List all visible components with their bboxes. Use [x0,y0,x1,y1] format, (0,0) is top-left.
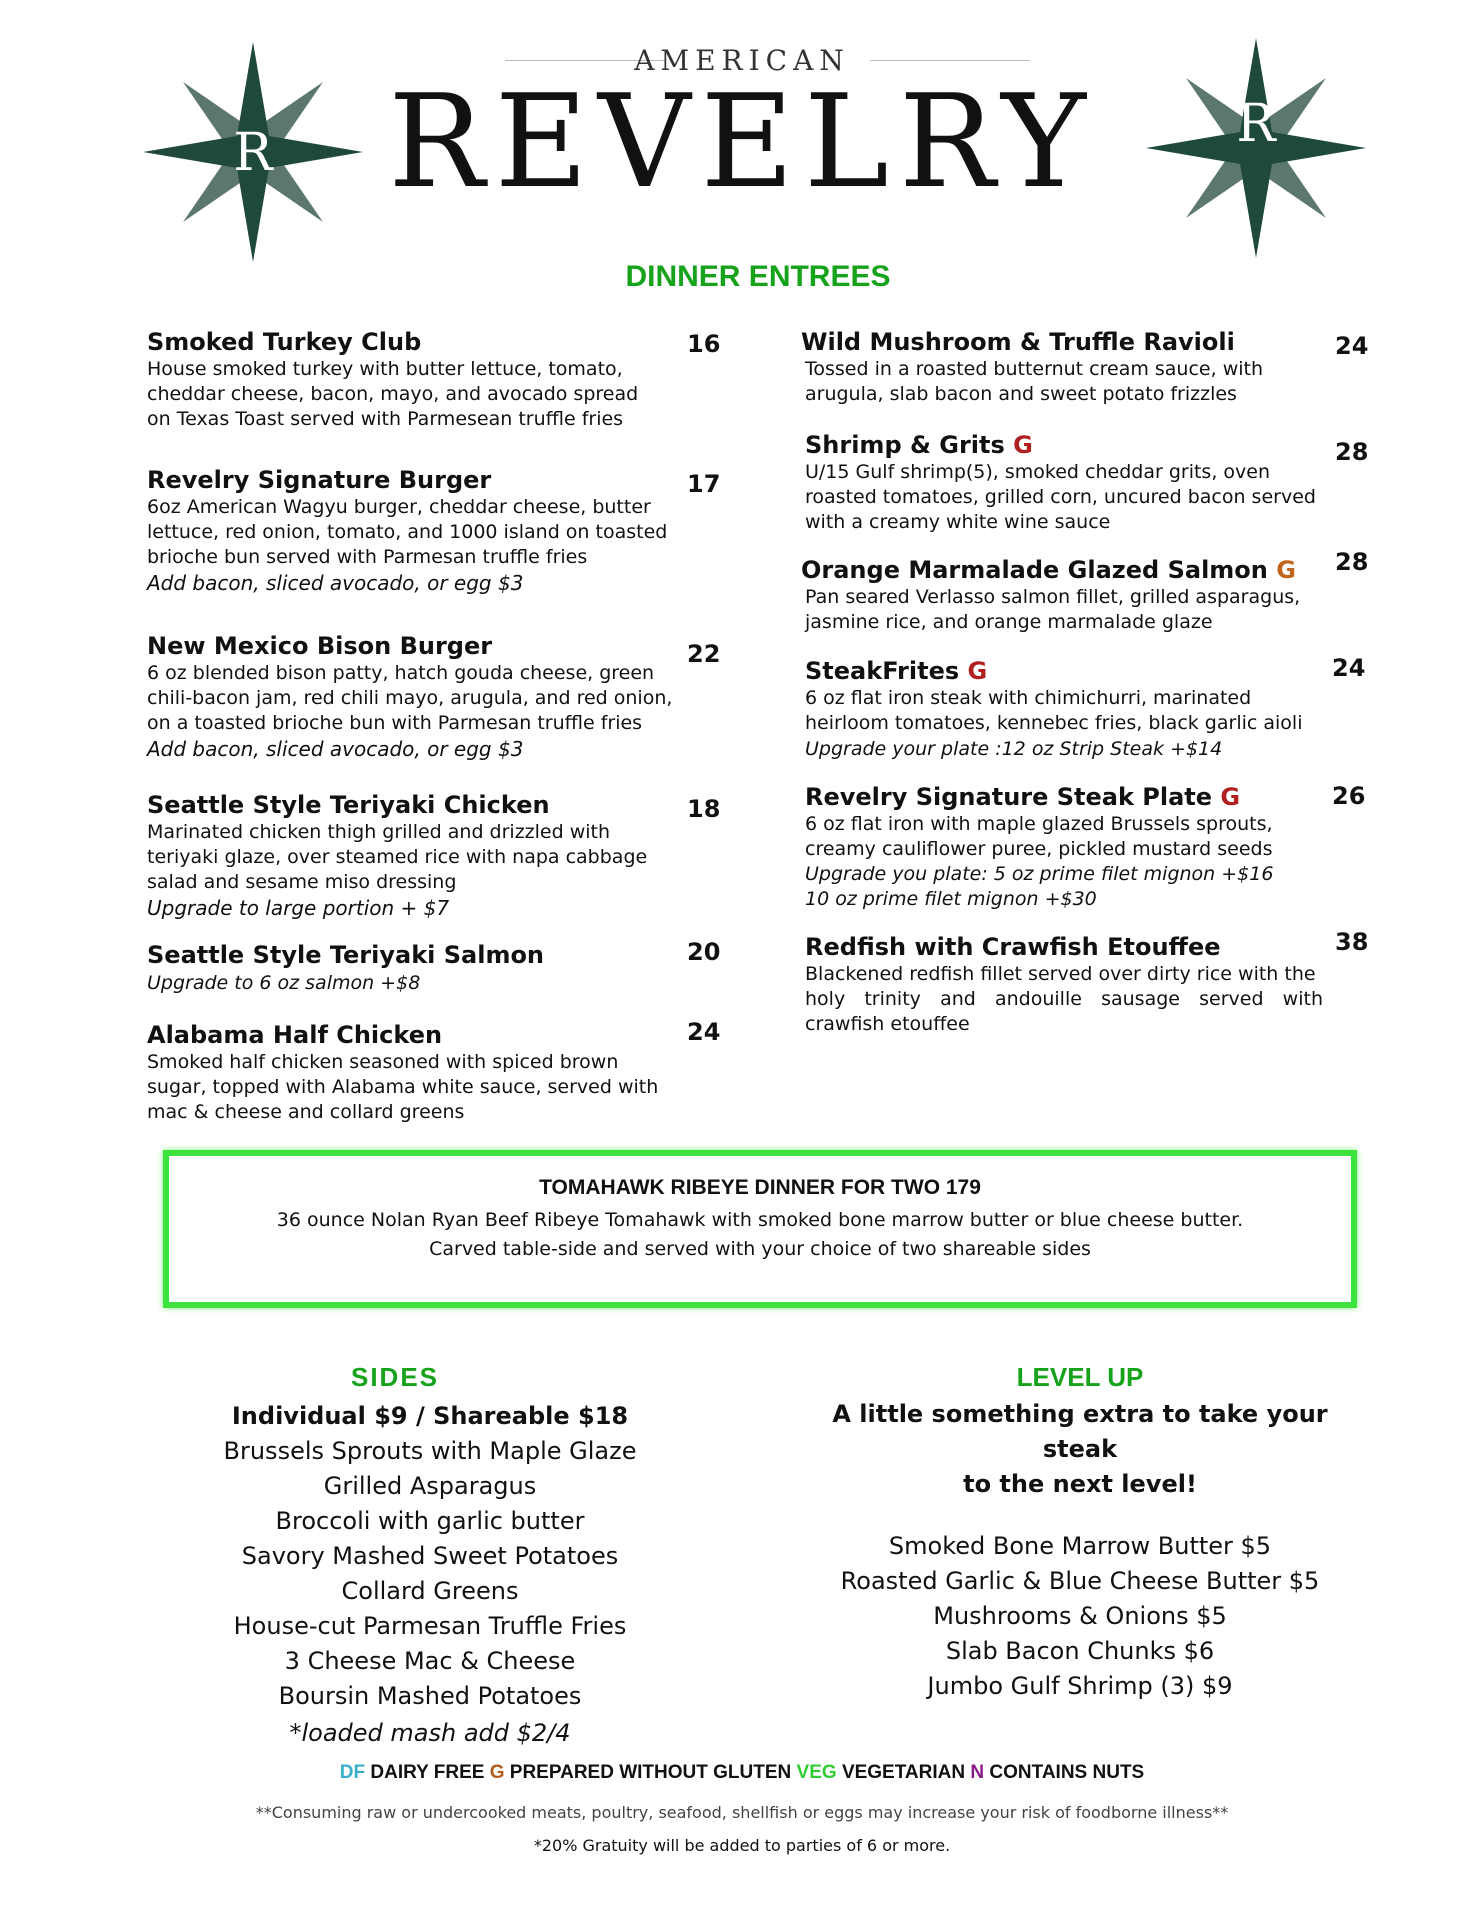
entree-desc-line: arugula, slab bacon and sweet potato frizzles [805,383,1237,405]
level-up-tagline: A little something extra to take your steak [832,1400,1328,1463]
dinner-entrees-title: DINNER ENTREES [625,260,891,293]
entree-price: 26 [1332,782,1366,810]
entree-name: Wild Mushroom & Truffle Ravioli [801,328,1235,356]
entree-desc-line: heirloom tomatoes, kennebec fries, black garlic aioli [805,712,1303,734]
level-up-tagline: to the next level! [963,1470,1197,1498]
star-logo-right [1146,38,1366,258]
entree-desc-line: salad and sesame miso dressing [147,871,457,893]
foodborne-warning: **Consuming raw or undercooked meats, poultry, seafood, shellfish or eggs may increase your risk of foodborne illness** [255,1803,1229,1822]
entree-smoked-turkey-club [147,327,747,432]
entree-alabama-half-chicken [147,1020,747,1125]
star-logo-left [143,42,363,262]
entree-name: Redfish with Crawfish Etouffee [805,933,1221,961]
legend-df-label: DAIRY FREE [370,1762,485,1783]
gluten-free-tag: G [1220,783,1241,811]
entree-desc-line: brioche bun served with Parmesan truffle fries [147,546,588,568]
entree-price: 24 [687,1018,721,1046]
entree-price: 24 [1332,654,1366,682]
entree-price: 16 [687,330,721,358]
legend-n-label: CONTAINS NUTS [989,1762,1145,1783]
entree-new-mexico-bison-burger [147,631,747,762]
sides-note: *loaded mash add $2/4 [289,1719,571,1747]
entree-note: Upgrade your plate :12 oz Strip Steak +$14 [805,738,1223,760]
entree-desc-line: sugar, topped with Alabama white sauce, served with [147,1076,659,1098]
entree-price: 38 [1335,928,1369,956]
legend-g-code: G [489,1762,505,1783]
entree-desc-line: jasmine rice, and orange marmalade glaze [805,611,1213,633]
sides-item: Broccoli with garlic butter [275,1507,585,1535]
entree-signature-steak-plate [805,782,1323,912]
entree-desc-line: teriyaki glaze, over steamed rice with napa cabbage [147,846,648,868]
sides-item: 3 Cheese Mac & Cheese [284,1647,576,1675]
entree-orange-marmalade-salmon [801,555,1401,635]
entree-desc-line: roasted tomatoes, grilled corn, uncured bacon served [805,486,1316,508]
sides-item: Brussels Sprouts with Maple Glaze [223,1437,637,1465]
entree-price: 28 [1335,438,1369,466]
legend-n-code: N [970,1762,985,1783]
header-title: REVELRY [388,68,1096,217]
entree-desc-line: on a toasted brioche bun with Parmesan truffle fries [147,712,643,734]
sides-price-line: Individual $9 / Shareable $18 [231,1402,629,1430]
entree-desc-line: 6 oz flat iron with maple glazed Brussels sprouts, [805,813,1273,835]
entree-note: Add bacon, sliced avocado, or egg $3 [147,571,524,595]
entree-note: Add bacon, sliced avocado, or egg $3 [147,737,524,761]
entree-price: 28 [1335,548,1369,576]
sides-item: Grilled Asparagus [323,1472,537,1500]
entree-price: 22 [687,640,721,668]
sides-item: Collard Greens [341,1577,519,1605]
entree-name: SteakFrites [805,657,960,685]
entree-desc-line: mac & cheese and collard greens [147,1101,465,1123]
tomahawk-feature-box [163,1150,1357,1308]
gluten-free-tag: G [1276,556,1296,584]
level-up-item: Mushrooms & Onions $5 [933,1602,1227,1630]
entree-redfish-crawfish-etouffee [805,932,1323,1037]
entree-desc-line: House smoked turkey with butter lettuce, tomato, [147,358,623,380]
sides-item: Savory Mashed Sweet Potatoes [241,1542,619,1570]
legend-df-code: DF [339,1762,366,1783]
entree-price: 18 [687,795,721,823]
entree-desc-line: Marinated chicken thigh grilled and drizzled with [147,821,611,843]
entree-desc-line: chili-bacon jam, red chili mayo, arugula, and red onion, [147,687,673,709]
entree-revelry-signature-burger [147,465,747,596]
tomahawk-desc-line: Carved table-side and served with your choice of two shareable sides [429,1238,1091,1260]
entree-desc-line: creamy cauliflower puree, pickled mustard seeds [805,838,1273,860]
entree-desc-line: crawfish etouffee [805,1013,970,1035]
legend-g-label: PREPARED WITHOUT GLUTEN [509,1762,792,1783]
dietary-legend [0,1762,1484,1784]
legend-veg-label: VEGETARIAN [841,1762,966,1783]
level-up-item: Smoked Bone Marrow Butter $5 [888,1532,1272,1560]
entree-name: Revelry Signature Burger [147,466,492,494]
entree-steakfrites [805,656,1405,762]
tomahawk-title: TOMAHAWK RIBEYE DINNER FOR TWO 179 [539,1176,981,1199]
entree-teriyaki-chicken [147,790,747,921]
entree-price: 20 [687,938,721,966]
level-up-section [800,1362,1360,1704]
legend-veg-code: VEG [796,1762,837,1783]
entree-wild-mushroom-ravioli [801,327,1401,407]
entree-desc-line: lettuce, red onion, tomato, and 1000 island on toasted [147,521,668,543]
entree-desc-line: 6 oz flat iron steak with chimichurri, marinated [805,687,1252,709]
gratuity-note: *20% Gratuity will be added to parties of 6 or more. [533,1836,951,1855]
entree-desc-line: Pan seared Verlasso salmon fillet, grilled asparagus, [805,586,1301,608]
sides-item: Boursin Mashed Potatoes [278,1682,582,1710]
sides-section [180,1362,680,1751]
star-letter-right: R [1236,94,1276,154]
entree-name: Seattle Style Teriyaki Salmon [147,941,545,969]
entree-name: Orange Marmalade Glazed Salmon [801,556,1268,584]
entree-teriyaki-salmon [147,940,747,996]
level-up-item: Slab Bacon Chunks $6 [945,1637,1215,1665]
entree-note: Upgrade to 6 oz salmon +$8 [147,972,421,994]
entree-name: Shrimp & Grits [805,431,1005,459]
entree-desc-line: on Texas Toast served with Parmesean truffle fries [147,408,624,430]
level-up-item: Roasted Garlic & Blue Cheese Butter $5 [840,1567,1320,1595]
entree-desc-line: Blackened redfish fillet served over dirty rice with the [805,963,1316,985]
entree-name: New Mexico Bison Burger [147,632,493,660]
level-up-item: Jumbo Gulf Shrimp (3) $9 [927,1672,1233,1700]
entree-price: 24 [1335,332,1369,360]
entree-desc-line: holy trinity and andouille sausage served with [805,988,1323,1010]
entree-desc-line: 6oz American Wagyu burger, cheddar cheese, butter [147,496,651,518]
entree-desc-line: 6 oz blended bison patty, hatch gouda cheese, green [147,662,655,684]
entree-desc-line: with a creamy white wine sauce [805,511,1111,533]
entree-name: Alabama Half Chicken [147,1021,443,1049]
entree-shrimp-and-grits [805,430,1405,535]
entree-price: 17 [687,470,721,498]
entree-desc-line: Smoked half chicken seasoned with spiced brown [147,1051,619,1073]
sides-item: House-cut Parmesan Truffle Fries [233,1612,627,1640]
entree-note: Upgrade you plate: 5 oz prime filet mignon +$16 [805,863,1274,885]
entree-desc-line: Tossed in a roasted butternut cream sauce, with [805,358,1264,380]
header-american: AMERICAN [634,44,850,77]
entree-desc-line: cheddar cheese, bacon, mayo, and avocado spread [147,383,639,405]
entree-name: Revelry Signature Steak Plate [805,783,1213,811]
level-up-title: LEVEL UP [1016,1362,1144,1392]
tomahawk-desc-line: 36 ounce Nolan Ryan Beef Ribeye Tomahawk with smoked bone marrow butter or blue cheese butter. [276,1209,1244,1231]
entree-name: Smoked Turkey Club [147,328,422,356]
entree-desc-line: U/15 Gulf shrimp(5), smoked cheddar grits, oven [805,461,1271,483]
entree-name: Seattle Style Teriyaki Chicken [147,791,550,819]
entree-note: 10 oz prime filet mignon +$30 [805,888,1097,910]
gluten-free-tag: G [967,657,988,685]
star-letter-left: R [233,123,273,183]
gluten-free-tag: G [1013,431,1033,459]
entree-note: Upgrade to large portion + $7 [147,896,450,920]
sides-title: SIDES [350,1362,440,1392]
